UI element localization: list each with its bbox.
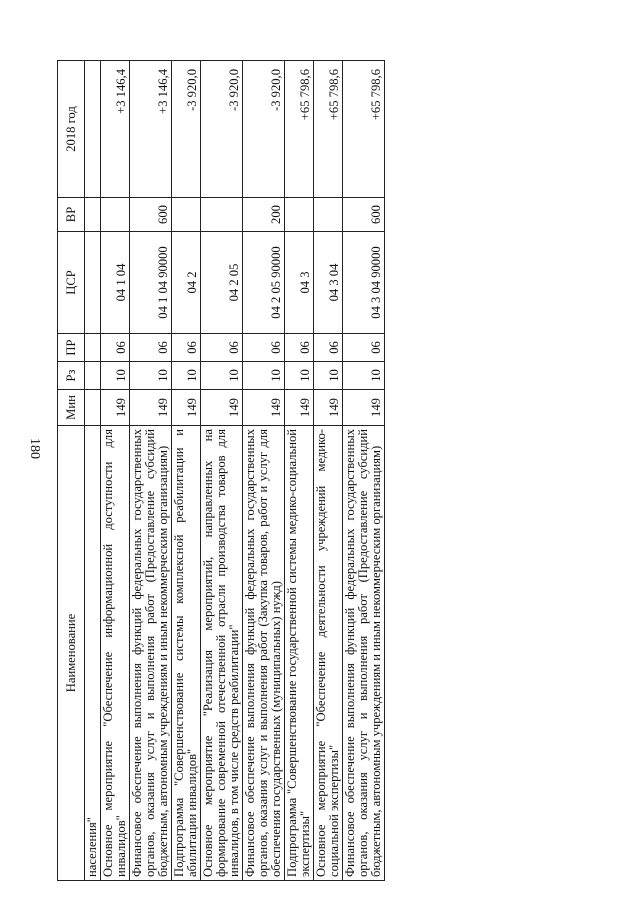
row-name: Подпрограмма "Совершенствование государственной системы медико-социальной экспертизы"	[285, 426, 314, 881]
table-row	[285, 61, 314, 881]
row-value: -3 920,0	[172, 61, 201, 198]
page-number: 180	[27, 438, 42, 459]
row-rz: 10	[314, 362, 343, 390]
table-row	[201, 61, 243, 881]
row-value: +65 798,6	[343, 61, 385, 198]
row-pr: 06	[201, 334, 243, 362]
continued-text: населения"	[85, 426, 101, 881]
row-value: -3 920,0	[243, 61, 285, 198]
row-value: +65 798,6	[314, 61, 343, 198]
rotated-page	[57, 61, 577, 881]
table-row	[101, 61, 130, 881]
row-vr	[314, 198, 343, 232]
row-csr: 04 1 04	[101, 232, 130, 334]
table-header	[58, 61, 85, 881]
row-min: 149	[243, 390, 285, 426]
header-name: Наименование	[58, 426, 85, 881]
row-rz: 10	[172, 362, 201, 390]
row-min: 149	[130, 390, 172, 426]
table-row	[130, 61, 172, 881]
row-csr: 04 1 04 90000	[130, 232, 172, 334]
row-value: -3 920,0	[201, 61, 243, 198]
row-rz: 10	[343, 362, 385, 390]
row-name: Финансовое обеспечение выполнения функций федеральных государственных органов, оказания услуг и выполнения работ (Предоставление субсидий бюджетным, автономным учреждениям и иным некоммерческим организациям)	[130, 426, 172, 881]
row-pr: 06	[172, 334, 201, 362]
header-min: Мин	[58, 390, 85, 426]
row-name: Основное мероприятие "Реализация мероприятий, направленных на формирование современной отечественной отрасли производства товаров для инвалидов, в том числе средств реабилитации"	[201, 426, 243, 881]
table-row	[314, 61, 343, 881]
row-min: 149	[343, 390, 385, 426]
table-row	[243, 61, 285, 881]
row-rz: 10	[101, 362, 130, 390]
row-csr: 04 2 05	[201, 232, 243, 334]
row-vr: 200	[243, 198, 285, 232]
row-rz: 10	[243, 362, 285, 390]
row-name: Финансовое обеспечение выполнения функций федеральных государственных органов, оказания услуг и выполнения работ (Предоставление субсидий бюджетным, автономным учреждениям и иным некоммерческим организациям)	[343, 426, 385, 881]
row-pr: 06	[243, 334, 285, 362]
row-min: 149	[101, 390, 130, 426]
row-value: +3 146,4	[101, 61, 130, 198]
table-row	[343, 61, 385, 881]
header-pr: ПР	[58, 334, 85, 362]
table-row-continued	[85, 61, 101, 881]
row-vr	[101, 198, 130, 232]
header-vr: ВР	[58, 198, 85, 232]
row-min: 149	[314, 390, 343, 426]
table-row	[172, 61, 201, 881]
row-csr: 04 3 04	[314, 232, 343, 334]
row-rz: 10	[285, 362, 314, 390]
row-pr: 06	[130, 334, 172, 362]
row-name: Основное мероприятие "Обеспечение деятельности учреждений медико-социальной экспертизы"	[314, 426, 343, 881]
row-vr: 600	[343, 198, 385, 232]
row-csr: 04 2	[172, 232, 201, 334]
row-rz: 10	[201, 362, 243, 390]
row-name: Подпрограмма "Совершенствование системы комплексной реабилитации и абилитации инвалидов"	[172, 426, 201, 881]
row-pr: 06	[285, 334, 314, 362]
row-pr: 06	[314, 334, 343, 362]
row-csr: 04 2 05 90000	[243, 232, 285, 334]
row-vr	[172, 198, 201, 232]
row-vr: 600	[130, 198, 172, 232]
row-name: Финансовое обеспечение выполнения функций федеральных государственных органов, оказания услуг и выполнения работ (Закупка товаров, работ и услуг для обеспечения государственных (муниципальных) нужд)	[243, 426, 285, 881]
row-value: +3 146,4	[130, 61, 172, 198]
row-min: 149	[285, 390, 314, 426]
row-min: 149	[172, 390, 201, 426]
row-min: 149	[201, 390, 243, 426]
row-vr	[285, 198, 314, 232]
header-year: 2018 год	[58, 61, 85, 198]
header-rz: Рз	[58, 362, 85, 390]
row-name: Основное мероприятие "Обеспечение информационной доступности для инвалидов"	[101, 426, 130, 881]
header-csr: ЦСР	[58, 232, 85, 334]
row-pr: 06	[343, 334, 385, 362]
row-value: +65 798,6	[285, 61, 314, 198]
row-rz: 10	[130, 362, 172, 390]
row-vr	[201, 198, 243, 232]
row-csr: 04 3	[285, 232, 314, 334]
row-pr: 06	[101, 334, 130, 362]
row-csr: 04 3 04 90000	[343, 232, 385, 334]
budget-table	[57, 60, 385, 881]
